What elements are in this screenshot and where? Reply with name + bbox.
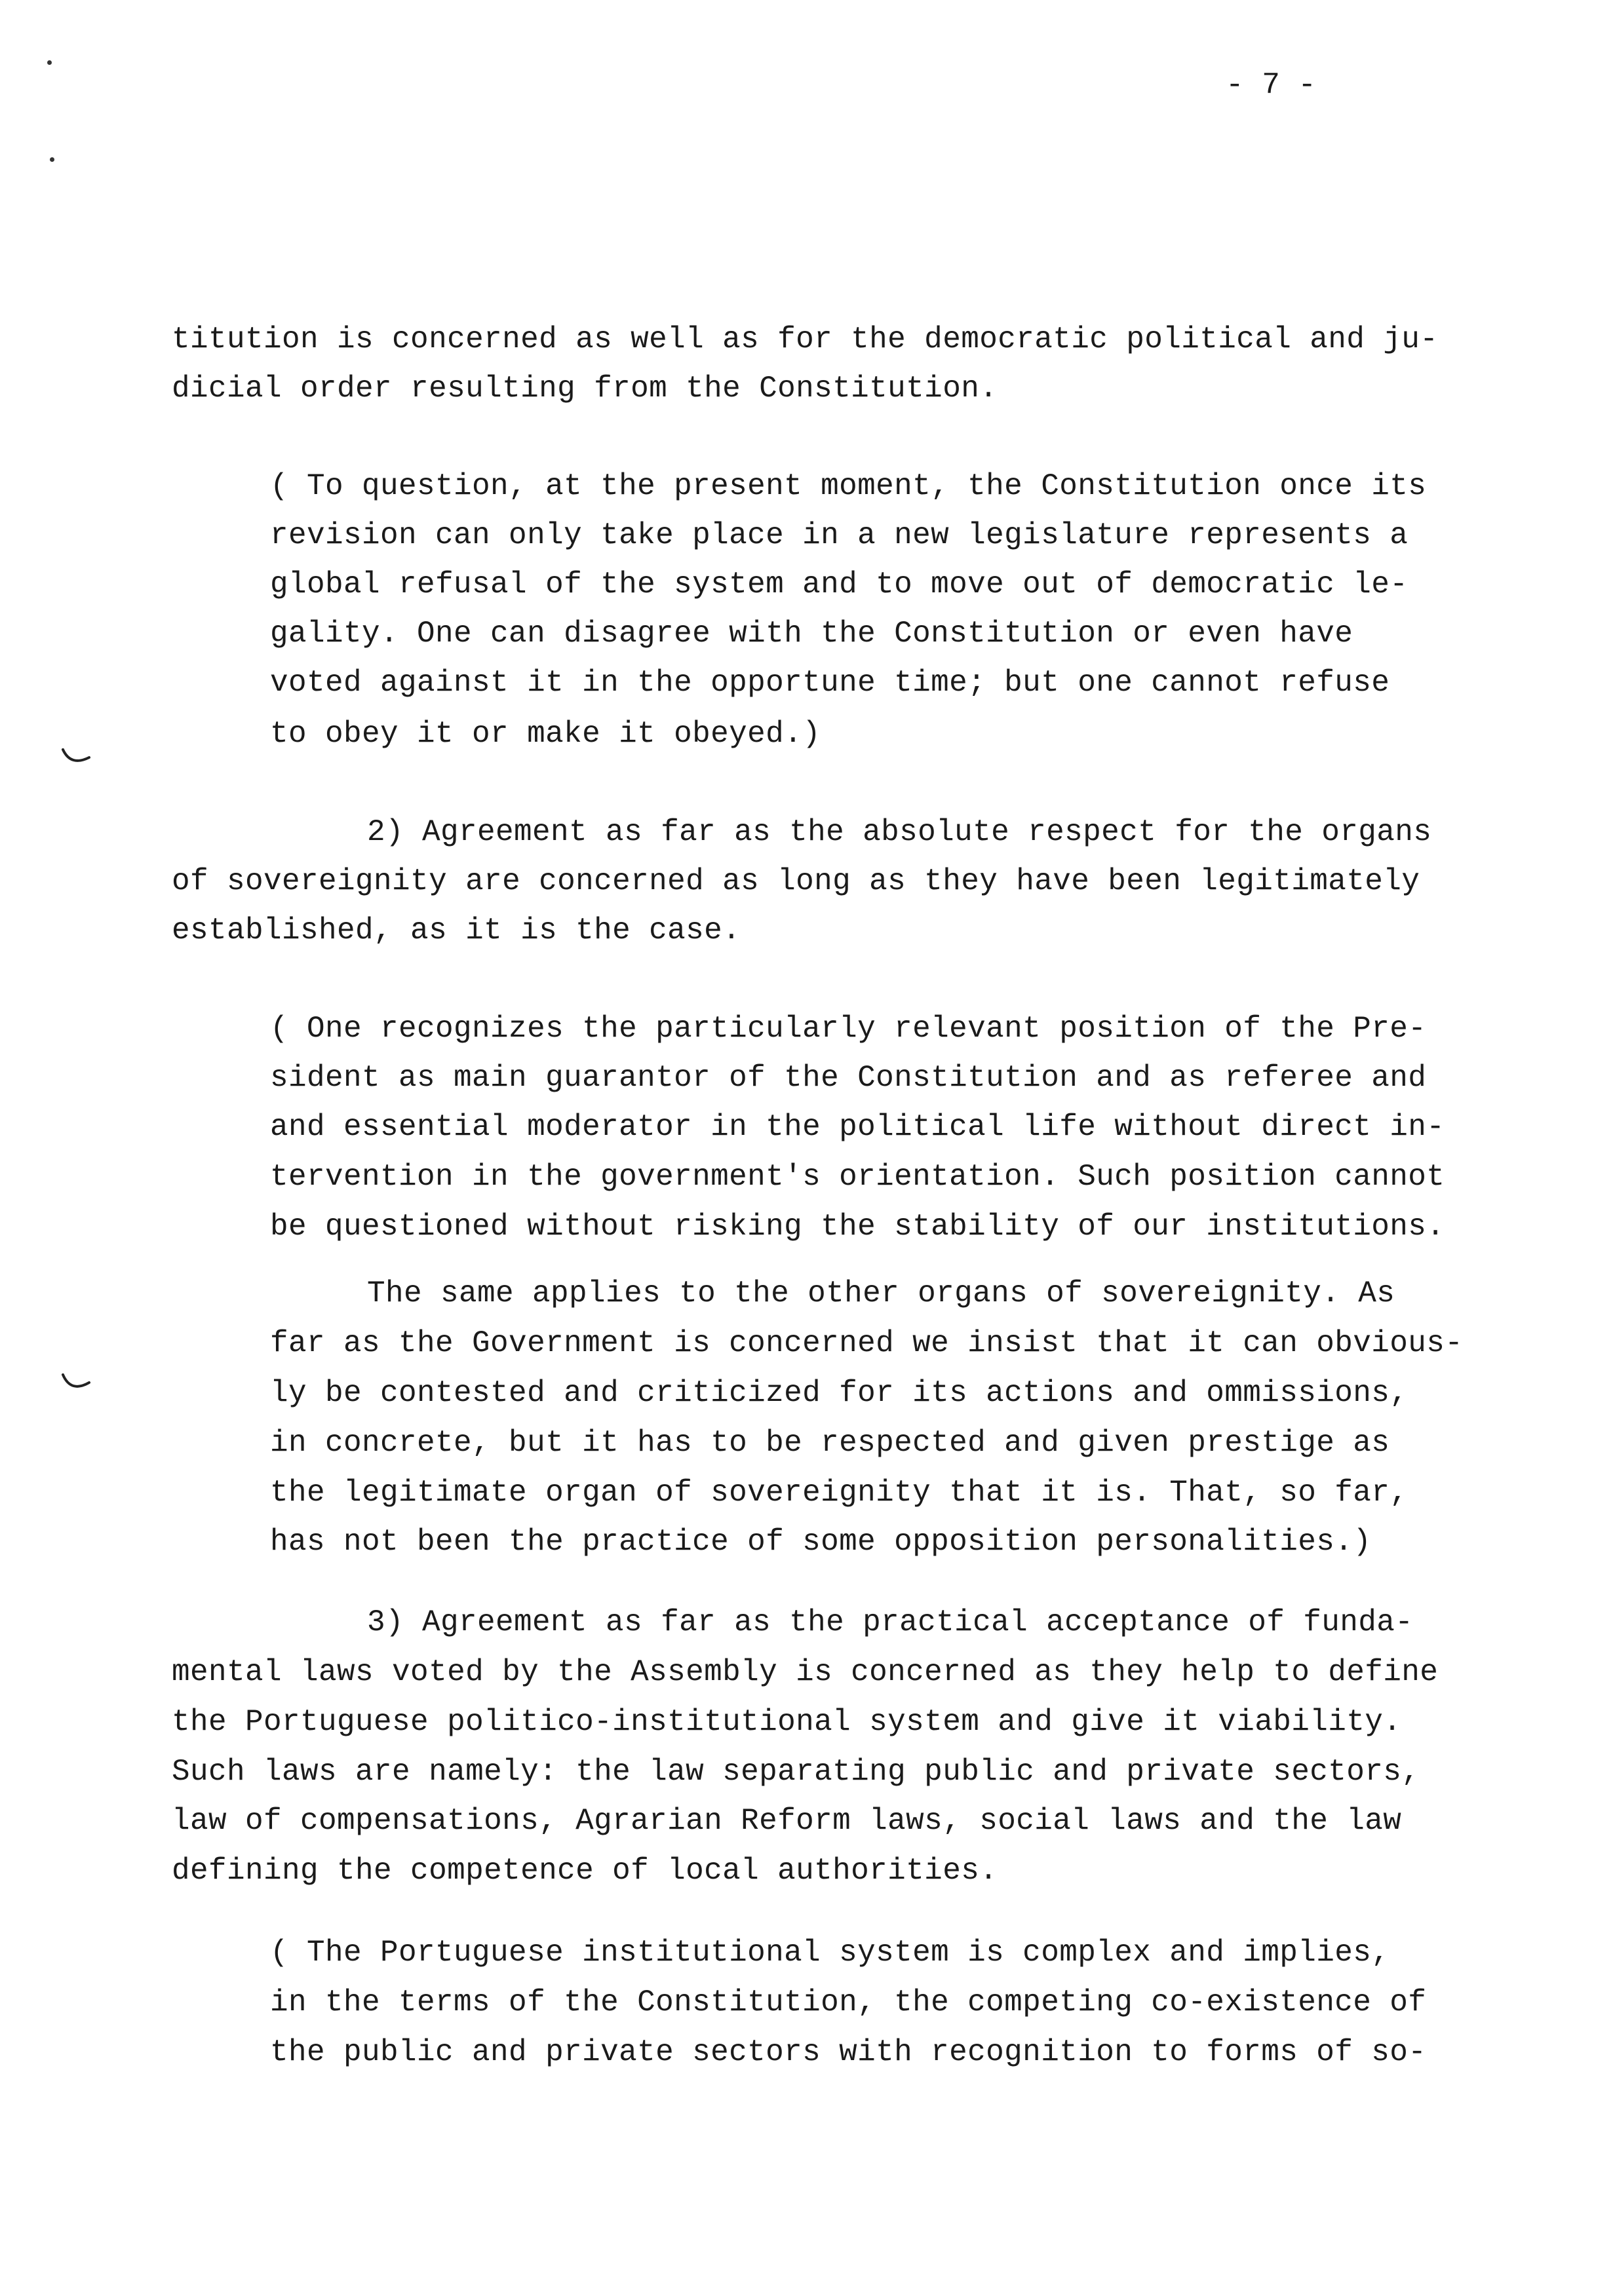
text-line: mental laws voted by the Assembly is concerned as they help to define [172,1655,1439,1689]
text-line: sident as main guarantor of the Constitution and as referee and [270,1061,1427,1095]
text-line: gality. One can disagree with the Constitution or even have [270,617,1353,651]
text-line: global refusal of the system and to move out of democratic le- [270,567,1409,602]
text-line: ly be contested and criticized for its actions and ommissions, [270,1376,1409,1410]
text-line: The same applies to the other organs of sovereignity. As [367,1276,1395,1311]
text-line: to obey it or make it obeyed.) [270,717,821,751]
margin-check-mark-icon [60,747,92,768]
text-line: 3) Agreement as far as the practical acceptance of funda- [367,1605,1414,1639]
text-line: titution is concerned as well as for the democratic political and ju- [172,322,1439,356]
text-line: be questioned without risking the stability of our institutions. [270,1210,1445,1244]
text-line: and essential moderator in the political life without direct in- [270,1110,1445,1144]
text-line: in the terms of the Constitution, the competing co-existence of [270,1985,1427,2019]
text-line: dicial order resulting from the Constitution. [172,372,998,406]
text-line: ( To question, at the present moment, the Constitution once its [270,469,1427,503]
text-line: has not been the practice of some opposition personalities.) [270,1525,1372,1559]
scan-speck [47,60,52,65]
text-line: ( One recognizes the particularly relevant position of the Pre- [270,1012,1427,1046]
margin-check-mark-icon [60,1373,92,1394]
text-line: far as the Government is concerned we insist that it can obvious- [270,1326,1464,1360]
text-line: the public and private sectors with recognition to forms of so- [270,2035,1427,2069]
text-line: tervention in the government's orientation. Such position cannot [270,1160,1445,1194]
text-line: established, as it is the case. [172,913,741,947]
page-number: - 7 - [1226,68,1317,102]
text-line: revision can only take place in a new legislature represents a [270,518,1409,552]
text-line: 2) Agreement as far as the absolute respect for the organs [367,815,1432,849]
text-line: of sovereignity are concerned as long as they have been legitimately [172,864,1420,898]
text-line: the Portuguese politico-institutional system and give it viability. [172,1705,1402,1739]
text-line: ( The Portuguese institutional system is complex and implies, [270,1936,1390,1970]
scan-speck [50,157,54,162]
text-line: Such laws are namely: the law separating public and private sectors, [172,1755,1420,1789]
text-line: voted against it in the opportune time; but one cannot refuse [270,666,1390,700]
text-line: law of compensations, Agrarian Reform laws, social laws and the law [172,1804,1402,1838]
text-line: defining the competence of local authorities. [172,1854,998,1888]
text-line: the legitimate organ of sovereignity that it is. That, so far, [270,1476,1409,1510]
text-line: in concrete, but it has to be respected and given prestige as [270,1426,1390,1460]
